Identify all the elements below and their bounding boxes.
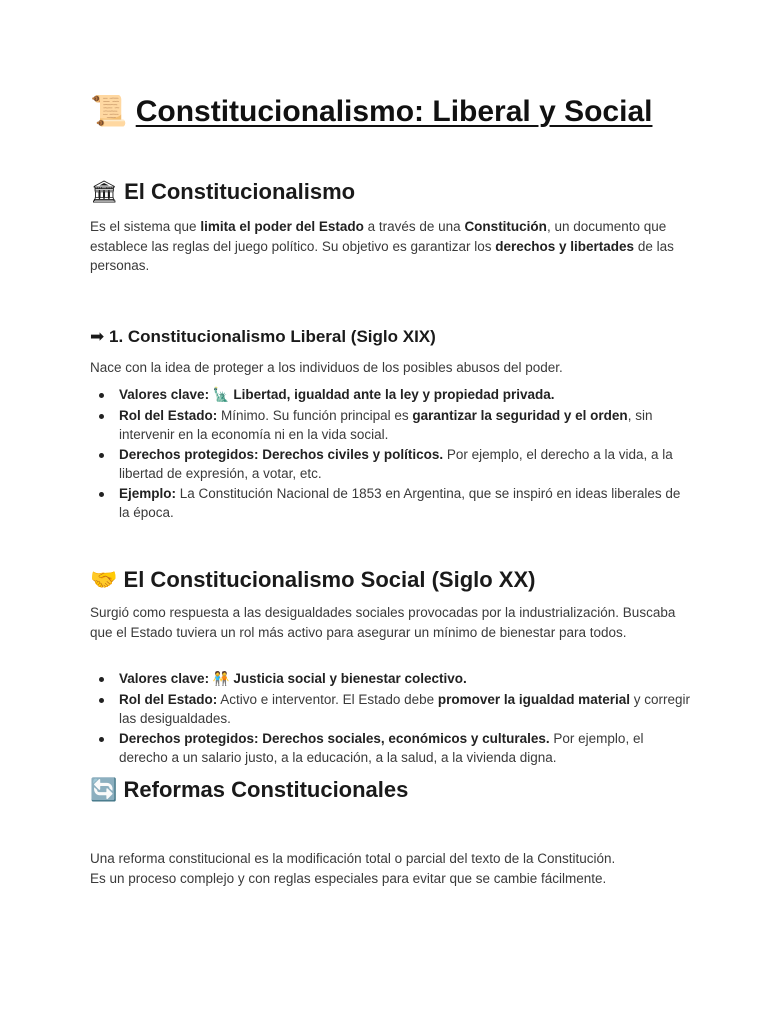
paragraph-social-intro: Surgió como respuesta a las desigualdades sociales provocadas por la industrialización. Buscaba que el Estado tuviera un rol más activo para asegurar un mínimo de bienestar para todos. [90,605,676,640]
list-item: Ejemplo: La Constitución Nacional de 1853 en Argentina, que se inspiró en ideas liberales de la época. [90,484,690,523]
page-title [90,93,652,131]
paragraph-reforma-2: Es un proceso complejo y con reglas especiales para evitar que se cambie fácilmente. [90,871,607,886]
section-heading-text: El Constitucionalismo Social (Siglo XX) [123,567,536,592]
section-heading-constitucionalismo [90,178,355,207]
section-heading-text: El Constitucionalismo [124,179,356,204]
counterclockwise-arrows-icon: 🔄 [90,778,118,803]
section-heading-reformas [90,776,408,805]
liberal-list [90,385,690,523]
list-item: Valores clave: 🗽 Libertad, igualdad ante la ley y propiedad privada. [90,385,690,406]
paragraph-definition: Es el sistema que limita el poder del Estado a través de una Constitución, un documento que establece las reglas del juego político. Su objetivo es garantizar los derechos y libertades de las personas. [90,219,674,273]
list-item: Derechos protegidos: Derechos sociales, económicos y culturales. Por ejemplo, el derecho a un salario justo, a la educación, a la salud, a la vivienda digna. [90,729,690,768]
section-heading-text: Reformas Constitucionales [123,777,409,802]
paragraph-liberal-intro: Nace con la idea de proteger a los individuos de los posibles abusos del poder. [90,360,563,375]
list-item: Valores clave: 🧑‍🤝‍🧑 Justicia social y bienestar colectivo. [90,669,690,690]
page-title-text: Constitucionalismo: Liberal y Social [135,95,653,128]
list-item: Derechos protegidos: Derechos civiles y políticos. Por ejemplo, el derecho a la vida, a la libertad de expresión, a votar, etc. [90,445,690,484]
section-heading-liberal [90,326,436,348]
statue-of-liberty-icon: 🗽 [212,387,230,403]
classical-building-icon: 🏛 [90,180,118,205]
people-holding-hands-icon: 🧑‍🤝‍🧑 [212,671,230,687]
section-heading-text: 1. Constitucionalismo Liberal (Siglo XIX) [108,327,436,346]
section-heading-social [90,566,535,595]
list-item: Rol del Estado: Activo e interventor. El Estado debe promover la igualdad material y corregir las desigualdades. [90,690,690,729]
list-item: Rol del Estado: Mínimo. Su función principal es garantizar la seguridad y el orden, sin intervenir en la economía ni en la vida social. [90,406,690,445]
right-arrow-icon: ➡ [90,327,105,347]
paragraph-reforma-1: Una reforma constitucional es la modificación total o parcial del texto de la Constitución. [90,851,616,866]
handshake-icon: 🤝 [90,568,118,593]
social-list [90,669,690,768]
scroll-icon: 📜 [90,94,128,129]
